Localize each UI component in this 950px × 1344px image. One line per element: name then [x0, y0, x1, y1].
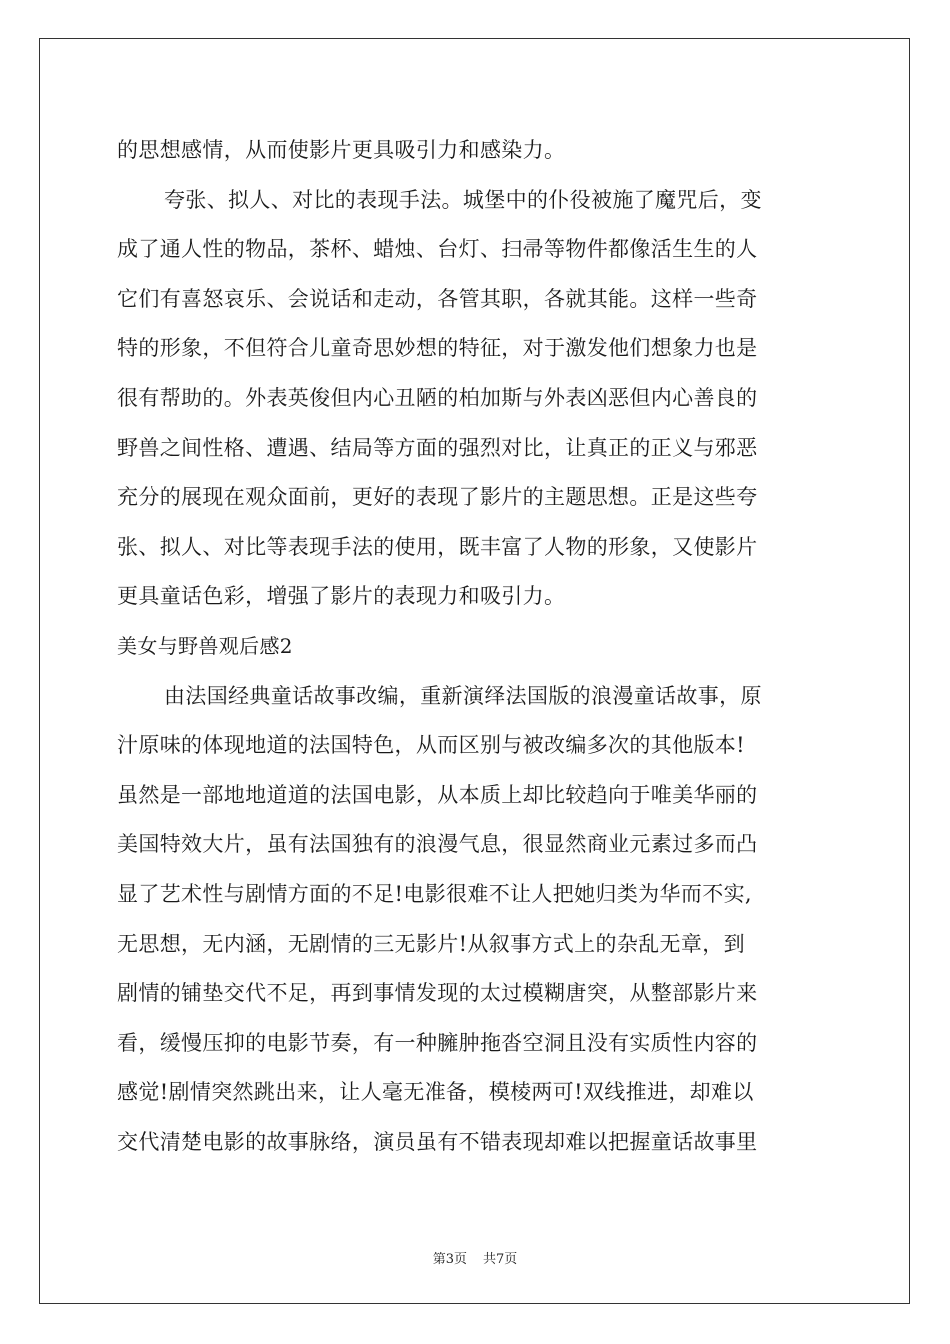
text-line: 由法国经典童话故事改编，重新演绎法国版的浪漫童话故事，原: [164, 683, 762, 708]
text-line: 的思想感情，从而使影片更具吸引力和感染力。: [117, 138, 566, 162]
text-line: 交代清楚电影的故事脉络，演员虽有不错表现却难以把握童话故事里: [117, 1129, 758, 1154]
text-line: 成了通人性的物品，茶杯、蜡烛、台灯、扫帚等物件都像活生生的人: [117, 237, 758, 262]
paragraph-continuation: [117, 126, 837, 176]
text-line: 显了艺术性与剧情方面的不足!电影很难不让人把她归类为华而不实,: [117, 881, 752, 906]
text-line: 虽然是一部地地道道的法国电影，从本质上却比较趋向于唯美华丽的: [117, 782, 758, 807]
paragraph-techniques: [117, 176, 837, 622]
page-number: 第3页: [432, 1252, 467, 1267]
text-line: 夸张、拟人、对比的表现手法。城堡中的仆役被施了魔咒后，变: [164, 187, 762, 212]
paragraph-review: [117, 672, 837, 1168]
text-line: 感觉!剧情突然跳出来，让人毫无准备，模棱两可!双线推进，却难以: [117, 1080, 754, 1105]
page-footer: [0, 1248, 950, 1267]
text-line: 野兽之间性格、遭遇、结局等方面的强烈对比，让真正的正义与邪恶: [117, 435, 758, 460]
text-line: 无思想，无内涵，无剧情的三无影片!从叙事方式上的杂乱无章，到: [117, 931, 745, 956]
text-line: 很有帮助的。外表英俊但内心丑陋的柏加斯与外表凶恶但内心善良的: [117, 385, 758, 410]
text-line: 剧情的铺垫交代不足，再到事情发现的太过模糊唐突，从整部影片来: [117, 981, 758, 1006]
text-line: 张、拟人、对比等表现手法的使用，既丰富了人物的形象，又使影片: [117, 534, 758, 559]
document-body: [117, 126, 837, 1167]
text-line: 特的形象，不但符合儿童奇思妙想的特征，对于激发他们想象力也是: [117, 336, 758, 361]
page-total: 共7页: [483, 1252, 518, 1267]
text-line: 更具童话色彩，增强了影片的表现力和吸引力。: [117, 584, 566, 609]
text-line: 美国特效大片，虽有法国独有的浪漫气息，很显然商业元素过多而凸: [117, 832, 758, 857]
text-line: 充分的展现在观众面前，更好的表现了影片的主题思想。正是这些夸: [117, 485, 758, 510]
text-line: 它们有喜怒哀乐、会说话和走动，各管其职，各就其能。这样一些奇: [117, 286, 758, 311]
section-title: 美女与野兽观后感2: [117, 633, 293, 658]
text-line: 汁原味的体现地道的法国特色，从而区别与被改编多次的其他版本!: [117, 733, 745, 758]
text-line: 看，缓慢压抑的电影节奏，有一种臃肿拖沓空洞且没有实质性内容的: [117, 1030, 758, 1055]
